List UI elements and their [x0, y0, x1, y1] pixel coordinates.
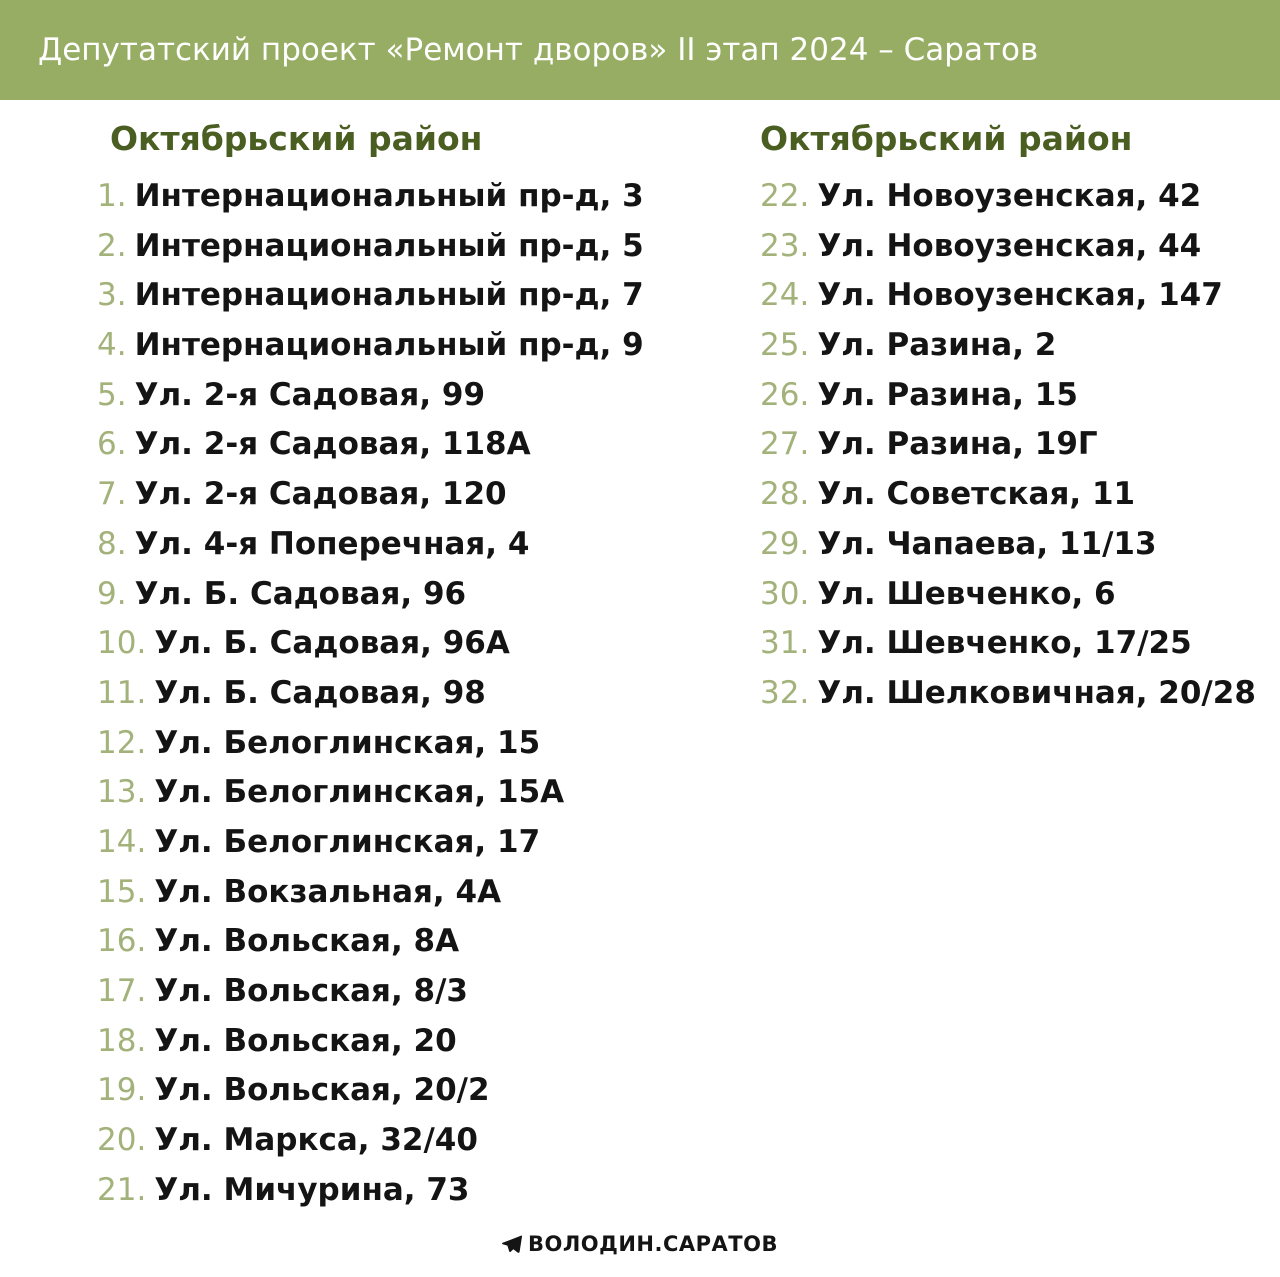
list-item [760, 520, 1256, 570]
list-item [97, 868, 644, 918]
list-item [97, 321, 644, 371]
item-number: 8. [97, 525, 127, 562]
item-number: 7. [97, 476, 127, 513]
list-item [97, 917, 644, 967]
district-heading-right: Октябрьский район [760, 119, 1133, 158]
item-number: 18. [97, 1022, 147, 1059]
item-number: 4. [97, 327, 127, 364]
address-list-right [760, 172, 1256, 719]
item-address: Интернациональный пр-д, 5 [134, 227, 644, 264]
item-address: Интернациональный пр-д, 7 [134, 277, 644, 314]
item-address: Ул. Белоглинская, 17 [154, 823, 541, 860]
item-address: Ул. Новоузенская, 147 [817, 277, 1223, 314]
item-address: Ул. Новоузенская, 44 [817, 227, 1202, 264]
list-item [97, 420, 644, 470]
list-item [97, 967, 644, 1017]
item-address: Ул. Шевченко, 17/25 [817, 625, 1192, 662]
item-number: 22. [760, 178, 810, 214]
item-number: 15. [97, 873, 147, 910]
item-number: 30. [760, 575, 810, 612]
item-address: Ул. Вокзальная, 4А [154, 873, 502, 910]
list-item [97, 719, 644, 769]
list-item [760, 570, 1256, 620]
list-item [97, 1116, 644, 1166]
item-address: Ул. Разина, 15 [817, 376, 1078, 413]
item-address: Ул. 4-я Поперечная, 4 [134, 525, 530, 562]
item-address: Ул. Маркса, 32/40 [154, 1122, 478, 1159]
item-address: Ул. Б. Садовая, 96А [154, 625, 510, 662]
list-item [760, 420, 1256, 470]
item-number: 29. [760, 525, 810, 562]
item-address: Ул. Чапаева, 11/13 [817, 525, 1157, 562]
item-address: Ул. Вольская, 20 [154, 1022, 457, 1059]
list-item [97, 371, 644, 421]
list-item [97, 669, 644, 719]
item-address: Ул. 2-я Садовая, 118А [134, 426, 531, 463]
item-number: 11. [97, 674, 147, 711]
list-item [97, 570, 644, 620]
list-item [760, 172, 1256, 222]
address-list-left [97, 172, 644, 1215]
item-address: Ул. Вольская, 8А [154, 923, 460, 960]
list-item [760, 669, 1256, 719]
list-item [97, 1066, 644, 1116]
telegram-icon [502, 1235, 522, 1253]
list-item [760, 371, 1256, 421]
item-number: 1. [97, 178, 127, 214]
list-item [97, 1166, 644, 1216]
item-number: 24. [760, 277, 810, 314]
list-item [97, 271, 644, 321]
page-title: Депутатский проект «Ремонт дворов» II этап 2024 – Саратов [38, 32, 1039, 68]
item-address: Ул. 2-я Садовая, 120 [134, 476, 507, 513]
item-number: 6. [97, 426, 127, 463]
item-address: Ул. Разина, 19Г [817, 426, 1098, 463]
item-address: Ул. 2-я Садовая, 99 [134, 376, 486, 413]
item-number: 2. [97, 227, 127, 264]
item-number: 25. [760, 327, 810, 364]
item-number: 9. [97, 575, 127, 612]
item-address: Ул. Вольская, 8/3 [154, 973, 468, 1009]
item-address: Ул. Белоглинская, 15А [154, 774, 565, 811]
item-address: Ул. Советская, 11 [817, 476, 1136, 513]
item-number: 28. [760, 476, 810, 513]
item-number: 19. [97, 1072, 147, 1109]
list-item [97, 222, 644, 272]
item-address: Ул. Новоузенская, 42 [817, 178, 1202, 214]
district-heading-left: Октябрьский район [110, 119, 483, 158]
item-number: 32. [760, 674, 810, 711]
item-address: Ул. Мичурина, 73 [154, 1171, 470, 1208]
item-number: 5. [97, 376, 127, 413]
list-item [97, 470, 644, 520]
list-item [760, 271, 1256, 321]
list-item [760, 470, 1256, 520]
footer-text: ВОЛОДИН.САРАТОВ [528, 1232, 778, 1256]
item-number: 12. [97, 724, 147, 761]
list-item [760, 619, 1256, 669]
item-number: 17. [97, 973, 147, 1009]
item-number: 16. [97, 923, 147, 960]
item-number: 27. [760, 426, 810, 463]
list-item [97, 172, 644, 222]
item-address: Ул. Шевченко, 6 [817, 575, 1116, 612]
item-number: 31. [760, 625, 810, 662]
footer-channel [0, 1226, 1280, 1262]
list-item [760, 321, 1256, 371]
item-number: 3. [97, 277, 127, 314]
item-address: Ул. Шелковичная, 20/28 [817, 674, 1256, 711]
list-item [97, 619, 644, 669]
item-number: 23. [760, 227, 810, 264]
item-number: 13. [97, 774, 147, 811]
item-address: Интернациональный пр-д, 3 [134, 178, 644, 214]
list-item [760, 222, 1256, 272]
list-item [97, 520, 644, 570]
item-address: Ул. Вольская, 20/2 [154, 1072, 490, 1109]
item-address: Ул. Б. Садовая, 96 [134, 575, 467, 612]
header-banner [0, 0, 1280, 100]
list-item [97, 818, 644, 868]
item-address: Интернациональный пр-д, 9 [134, 327, 644, 364]
item-number: 26. [760, 376, 810, 413]
item-address: Ул. Б. Садовая, 98 [154, 674, 486, 711]
item-number: 21. [97, 1171, 147, 1208]
item-address: Ул. Разина, 2 [817, 327, 1057, 364]
item-number: 14. [97, 823, 147, 860]
item-number: 10. [97, 625, 147, 662]
list-item [97, 1017, 644, 1067]
item-address: Ул. Белоглинская, 15 [154, 724, 541, 761]
item-number: 20. [97, 1122, 147, 1159]
list-item [97, 768, 644, 818]
